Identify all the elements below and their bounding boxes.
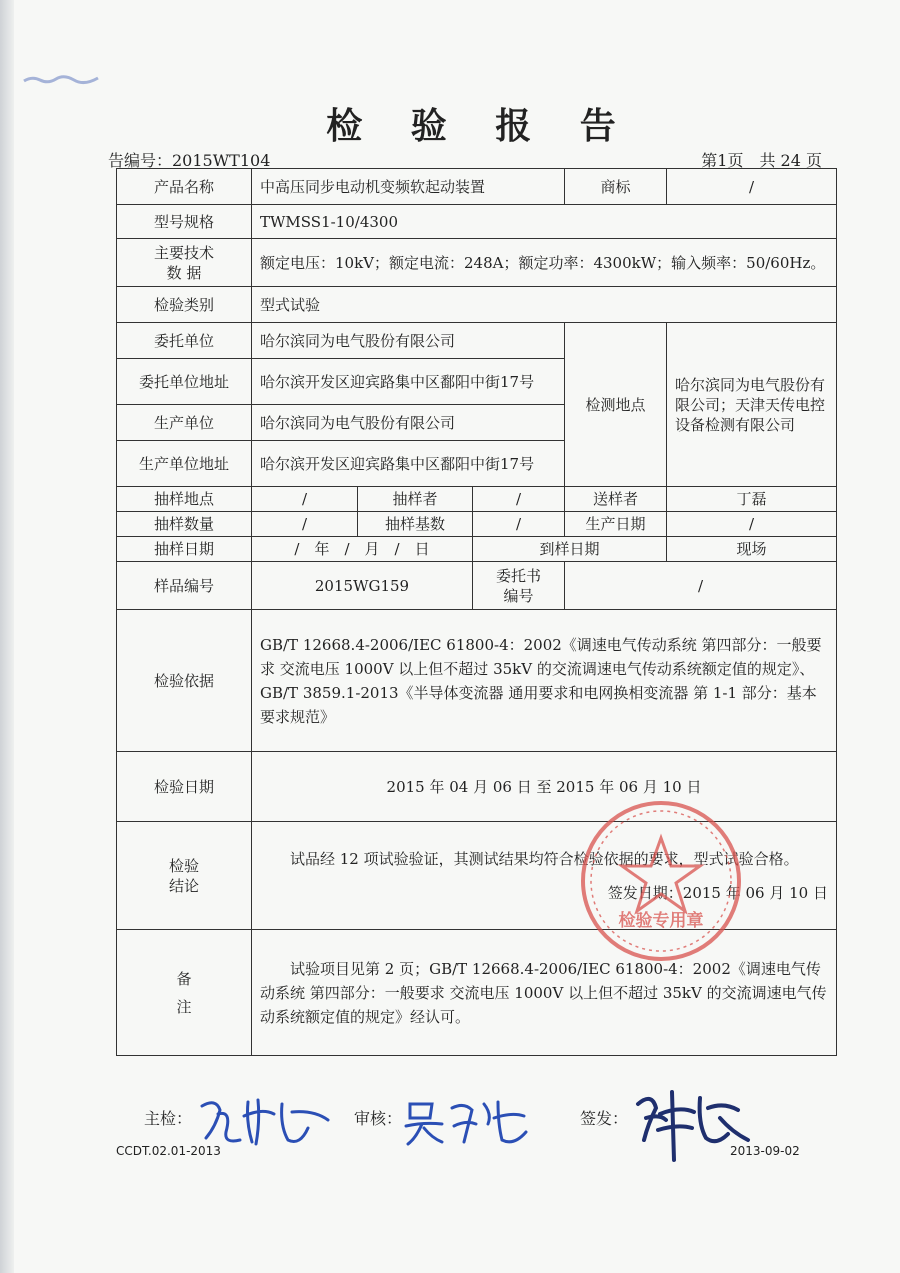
value-issue-date: 签发日期：2015 年 06 月 10 日 — [607, 883, 828, 902]
label-manufacturer-address: 生产单位地址 — [117, 441, 252, 487]
value-commission-no: / — [565, 562, 837, 610]
label-sampling-date: 抽样日期 — [117, 537, 252, 562]
seal-text: 检验专用章 — [618, 911, 704, 931]
row-sampling-site — [117, 487, 837, 512]
row-sampling-date — [117, 537, 837, 562]
value-sample-qty: / — [252, 512, 358, 537]
value-sample-base: / — [473, 512, 565, 537]
label-inspection-type: 检验类别 — [117, 287, 252, 323]
label-commission-no: 委托书 编号 — [473, 562, 565, 610]
value-sampler: / — [473, 487, 565, 512]
official-seal — [578, 798, 744, 964]
label-sample-qty: 抽样数量 — [117, 512, 252, 537]
label-production-date: 生产日期 — [565, 512, 667, 537]
row-tech-data — [117, 239, 837, 287]
value-inspection-date: 2015 年 04 月 06 日 至 2015 年 06 月 10 日 — [252, 752, 837, 822]
value-sender: 丁磊 — [667, 487, 837, 512]
value-model: TWMSS1-10/4300 — [252, 205, 837, 239]
label-sender: 送样者 — [565, 487, 667, 512]
value-manufacturer: 哈尔滨同为电气股份有限公司 — [252, 405, 565, 441]
label-model: 型号规格 — [117, 205, 252, 239]
value-inspection-type: 型式试验 — [252, 287, 837, 323]
value-client-address: 哈尔滨开发区迎宾路集中区鄱阳中街17号 — [252, 359, 565, 405]
reviewer-signature-icon — [402, 1094, 534, 1150]
approver-label: 签发： — [580, 1109, 629, 1128]
row-inspection-type — [117, 287, 837, 323]
conclusion-cell — [252, 822, 837, 930]
form-code: CCDT.02.01-2013 — [116, 1144, 221, 1158]
label-arrival-date: 到样日期 — [473, 537, 667, 562]
label-remarks: 备 注 — [117, 930, 252, 1056]
value-production-date: / — [667, 512, 837, 537]
form-date: 2013-09-02 — [730, 1144, 800, 1158]
label-sampling-site: 抽样地点 — [117, 487, 252, 512]
label-client-address: 委托单位地址 — [117, 359, 252, 405]
label-basis: 检验依据 — [117, 610, 252, 752]
label-trademark: 商标 — [565, 169, 667, 205]
row-sample-qty — [117, 512, 837, 537]
row-client — [117, 323, 837, 359]
label-conclusion: 检验 结论 — [117, 822, 252, 930]
inspector-signature-icon — [196, 1092, 336, 1150]
value-sample-no: 2015WG159 — [252, 562, 473, 610]
row-model — [117, 205, 837, 239]
value-tech-data: 额定电压：10kV；额定电流：248A；额定功率：4300kW；输入频率：50/60Hz。 — [252, 239, 837, 287]
value-conclusion: 试品经 12 项试验验证，其测试结果均符合检验依据的要求，型式试验合格。 — [290, 849, 799, 868]
seal-ring-icon — [578, 798, 744, 964]
value-sampling-date: / 年 / 月 / 日 — [252, 537, 473, 562]
value-remarks: 试验项目见第 2 页；GB/T 12668.4-2006/IEC 61800-4：2002《调速电气传动系统 第四部分：一般要求 交流电压 1000V 以上但不超过 35kV 的交流调速电气传动系统额定值的规定》经认可。 — [252, 930, 837, 1056]
row-basis — [117, 610, 837, 752]
label-manufacturer: 生产单位 — [117, 405, 252, 441]
page-number: 第1页 共 24 页 — [701, 151, 822, 170]
label-test-site: 检测地点 — [565, 323, 667, 487]
value-arrival-date: 现场 — [667, 537, 837, 562]
value-product-name: 中高压同步电动机变频软起动装置 — [252, 169, 565, 205]
value-sampling-site: / — [252, 487, 358, 512]
report-number: 告编号：2015WT104 — [108, 151, 271, 170]
value-test-site: 哈尔滨同为电气股份有限公司；天津天传电控设备检测有限公司 — [667, 323, 837, 487]
row-sample-no — [117, 562, 837, 610]
value-client: 哈尔滨同为电气股份有限公司 — [252, 323, 565, 359]
label-client: 委托单位 — [117, 323, 252, 359]
label-sampler: 抽样者 — [358, 487, 473, 512]
report-title: 检 验 报 告 — [326, 105, 634, 147]
inspector-label: 主检： — [144, 1109, 193, 1128]
reviewer-label: 审核： — [354, 1109, 403, 1128]
row-product-name — [117, 169, 837, 205]
value-basis: GB/T 12668.4-2006/IEC 61800-4：2002《调速电气传动系统 第四部分：一般要求 交流电压 1000V 以上但不超过 35kV 的交流调速电气传动系统额定值的规定》、GB/T 3859.1-2013《半导体变流器 通用要求和电网换相变流器 第 1-1 部分：基本要求规范》 — [252, 610, 837, 752]
scan-mark-decoration — [22, 72, 102, 86]
label-product-name: 产品名称 — [117, 169, 252, 205]
label-sample-base: 抽样基数 — [358, 512, 473, 537]
label-inspection-date: 检验日期 — [117, 752, 252, 822]
label-sample-no: 样品编号 — [117, 562, 252, 610]
value-manufacturer-address: 哈尔滨开发区迎宾路集中区鄱阳中街17号 — [252, 441, 565, 487]
value-trademark: / — [667, 169, 837, 205]
label-tech-data: 主要技术 数 据 — [117, 239, 252, 287]
scan-edge-shadow — [0, 0, 14, 1273]
